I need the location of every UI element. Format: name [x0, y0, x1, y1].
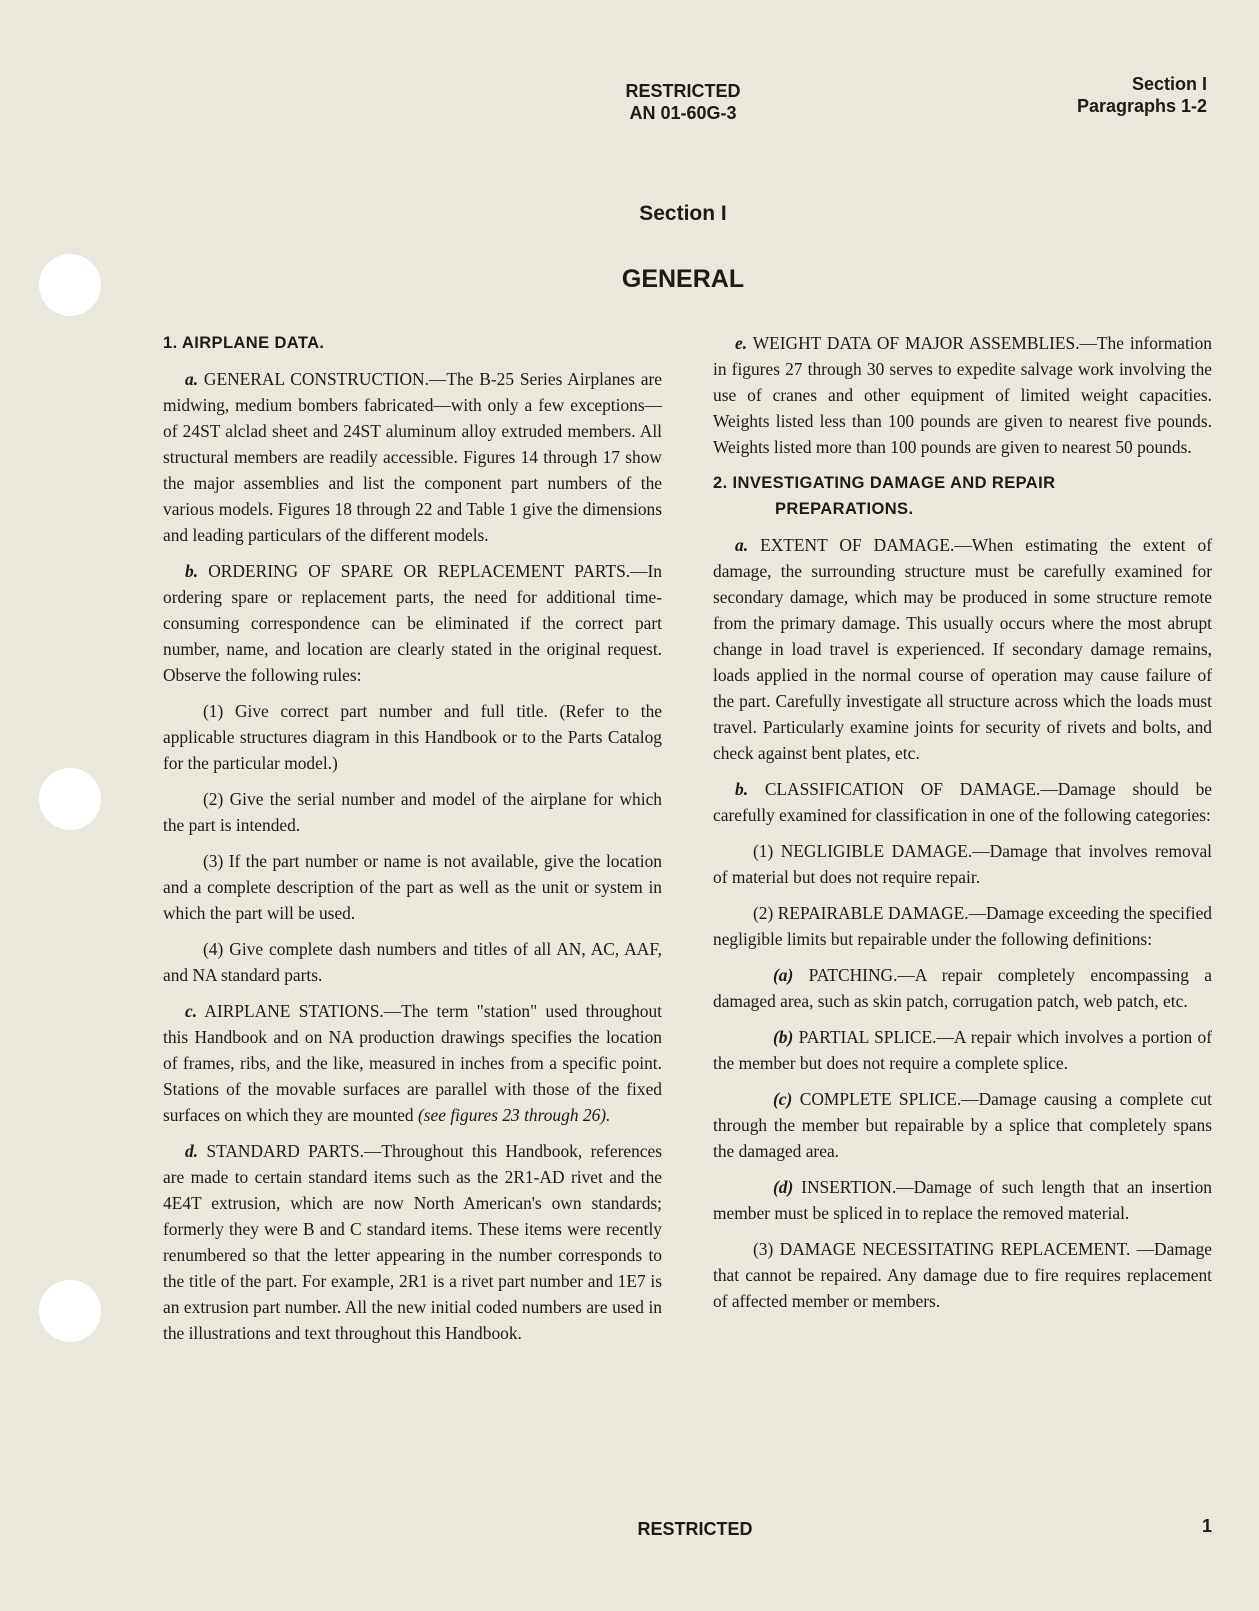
sub-item-partial-splice: [713, 1024, 1212, 1076]
heading-line-2: PREPARATIONS.: [775, 500, 914, 518]
para-text: AIRPLANE STATIONS.—The term "station" used throughout this Handbook and on NA production drawings specifies the location of frames, ribs, and the like, measured in inches from a specific point. Stations of the movable surfaces are parallel with those of the fixed surfaces on which they are mounted: [163, 1001, 663, 1125]
heading-investigating-damage: [713, 470, 1212, 522]
para-letter: a.: [735, 535, 749, 555]
para-text: EXTENT OF DAMAGE.—When estimating the extent of damage, the surrounding structure must be carefully examined for secondary damage, which may be produced in some structure remote from the primary damage. This usually occurs where the most abrupt change in load travel is experienced. If secondary damage remains, loads applied in the normal course of operation may cause failure of the part. Carefully investigate all structure across which the loads must travel. Particularly examine joints for security of rivets and bolts, and check against bent plates, etc.: [713, 535, 1212, 763]
rule-item-2: (2) Give the serial number and model of the airplane for which the part is intended.: [163, 789, 662, 835]
header-doc-number: AN 01-60G-3: [629, 103, 737, 123]
para-airplane-stations: [163, 998, 662, 1128]
damage-item-2: (2) REPAIRABLE DAMAGE.—Damage exceeding the specified negligible limits but repairable under the following definitions:: [713, 903, 1212, 949]
sub-text: PARTIAL SPLICE.—A repair which involves a portion of the member but does not require a complete splice.: [713, 1027, 1212, 1073]
damage-item-1: (1) NEGLIGIBLE DAMAGE.—Damage that involves removal of material but does not require repair.: [713, 841, 1212, 887]
sub-letter: (c): [773, 1089, 793, 1109]
page-number: 1: [1201, 1516, 1212, 1536]
sub-letter: (d): [773, 1177, 794, 1197]
para-text: GENERAL CONSTRUCTION.—The B-25 Series Airplanes are midwing, medium bombers fabricated—with only a few exceptions—of 24ST alclad sheet and 24ST aluminum alloy extruded members. All structural members are readily accessible. Figures 14 through 17 show the major assemblies and list the component part numbers of the various models. Figures 18 through 22 and Table 1 give the dimensions and leading particulars of the different models.: [163, 369, 662, 545]
general-title: GENERAL: [621, 265, 745, 293]
para-classification-of-damage: [713, 776, 1212, 828]
binder-hole-bottom: [39, 1280, 101, 1342]
rule-item-1: (1) Give correct part number and full title. (Refer to the applicable structures diagram in this Handbook or to the Parts Catalog for the particular model.): [163, 701, 662, 773]
para-letter: d.: [185, 1141, 199, 1161]
para-letter: b.: [185, 561, 199, 581]
para-weight-data: [713, 330, 1212, 460]
damage-item-3: (3) DAMAGE NECESSITATING REPLACEMENT. —Damage that cannot be repaired. Any damage due to fire requires replacement of affected member or members.: [713, 1239, 1212, 1311]
heading-line-1: 2. INVESTIGATING DAMAGE AND REPAIR: [713, 474, 1056, 492]
para-text: WEIGHT DATA OF MAJOR ASSEMBLIES.—The information in figures 27 through 30 serves to expedite salvage work involving the use of cranes and other equipment of limited weight capacities. Weights listed less than 100 pounds are given to nearest five pounds. Weights listed more than 100 pounds are given to nearest 50 pounds.: [713, 333, 1212, 457]
binder-hole-middle: [39, 768, 101, 830]
para-extent-of-damage: [713, 532, 1212, 766]
sub-text: INSERTION.—Damage of such length that an insertion member must be spliced in to replace the removed material.: [713, 1177, 1212, 1223]
para-text: STANDARD PARTS.—Throughout this Handbook, references are made to certain standard items such as the 2R1-AD rivet and the 4E4T extrusion, which are now North American's own standards; formerly they were B and C standard items. These items were recently renumbered so that the letter appearing in the number corresponds to the title of the part. For example, 2R1 is a rivet part number and 1E7 is an extrusion part number. All the new initial coded numbers are used in the illustrations and text throughout this Handbook.: [163, 1141, 663, 1343]
sub-item-insertion: [713, 1174, 1212, 1226]
para-letter: a.: [185, 369, 199, 389]
para-ordering-parts: [163, 558, 662, 688]
para-text: CLASSIFICATION OF DAMAGE.—Damage should be carefully examined for classification in one of the following categories:: [713, 779, 1212, 825]
para-letter: b.: [735, 779, 749, 799]
header-section-ref: Section I: [1131, 74, 1207, 94]
sub-letter: (a): [773, 965, 794, 985]
sub-text: PATCHING.—A repair completely encompassing a damaged area, such as skin patch, corrugation patch, web patch, etc.: [713, 965, 1212, 1011]
heading-airplane-data: 1. AIRPLANE DATA.: [163, 334, 325, 352]
para-letter: c.: [185, 1001, 198, 1021]
header-classification: RESTRICTED: [625, 81, 741, 101]
sub-text: COMPLETE SPLICE.—Damage causing a complete cut through the member but repairable by a splice that completely spans the damaged area.: [713, 1089, 1212, 1161]
para-text: ORDERING OF SPARE OR REPLACEMENT PARTS.—In ordering spare or replacement parts, the need for additional time-consuming correspondence can be eliminated if the correct part number, name, and location are clearly stated in the original request. Observe the following rules:: [163, 561, 662, 685]
header-right: [1077, 73, 1207, 117]
para-general-construction: [163, 366, 662, 548]
figure-reference: (see figures 23 through 26).: [418, 1105, 611, 1125]
rule-item-3: (3) If the part number or name is not available, give the location and a complete description of the part as well as the unit or system in which the part will be used.: [163, 851, 662, 923]
left-column: [163, 330, 662, 1346]
right-column: [713, 330, 1212, 1314]
rule-item-4: (4) Give complete dash numbers and titles of all AN, AC, AAF, and NA standard parts.: [163, 939, 662, 985]
para-standard-parts: [163, 1138, 662, 1346]
header-paragraphs-ref: Paragraphs 1-2: [1076, 96, 1207, 116]
sub-letter: (b): [773, 1027, 794, 1047]
sub-item-complete-splice: [713, 1086, 1212, 1164]
sub-item-patching: [713, 962, 1212, 1014]
footer-classification: RESTRICTED: [637, 1519, 753, 1539]
header-center: [0, 80, 1259, 124]
para-letter: e.: [735, 333, 748, 353]
section-title: Section I: [639, 202, 727, 225]
